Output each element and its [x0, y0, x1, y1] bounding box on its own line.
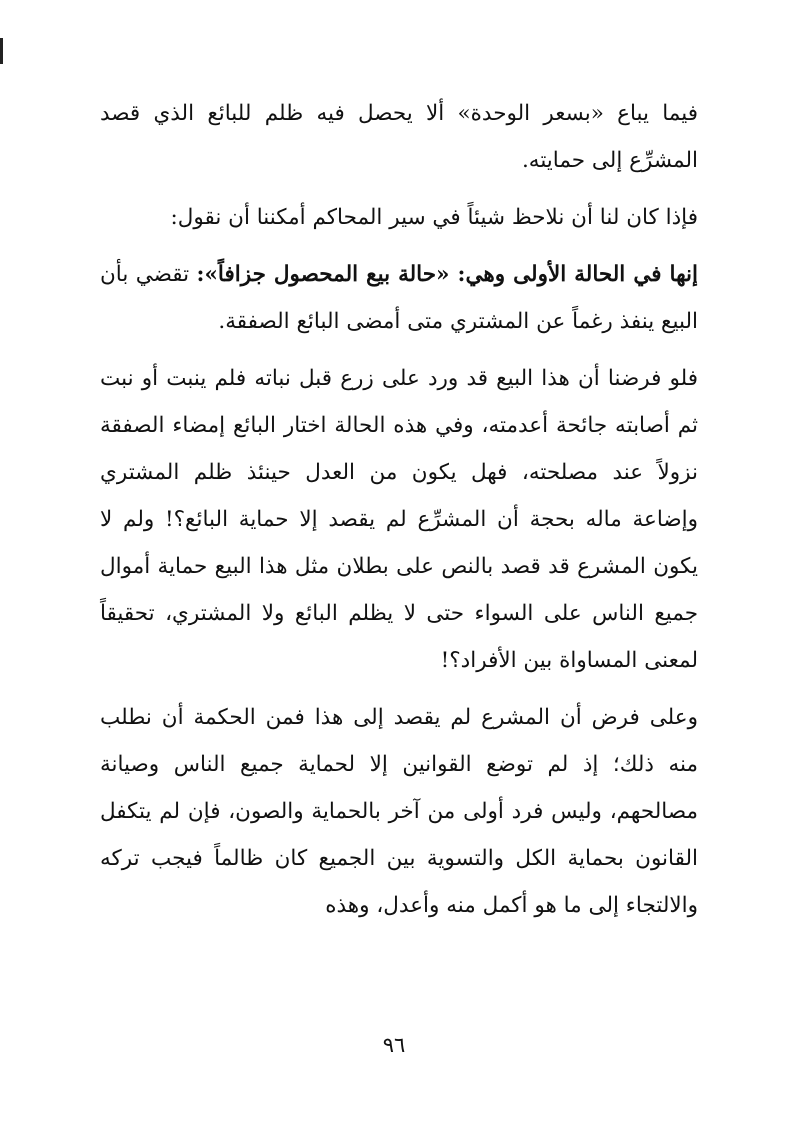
paragraph-2-text: فإذا كان لنا أن نلاحظ شيئاً في سير المحاكم أمكننا أن نقول:: [170, 205, 698, 230]
paragraph-2: [100, 194, 698, 241]
page-body: [100, 90, 698, 929]
paragraph-4: [100, 355, 698, 684]
paragraph-1: [100, 90, 698, 184]
paragraph-3: [100, 251, 698, 345]
paragraph-1-text: فيما يباع «بسعر الوحدة» ألا يحصل فيه ظلم للبائع الذي قصد المشرِّع إلى حمايته.: [100, 101, 698, 173]
paragraph-5: [100, 694, 698, 929]
paragraph-5-text: وعلى فرض أن المشرع لم يقصد إلى هذا فمن الحكمة أن نطلب منه ذلك؛ إذ لم توضع القوانين إلا لحماية جميع الناس وصيانة مصالحهم، وليس فرد أولى من آخر بالحماية والصون، فإن لم يتكفل القانون بحماية الكل والتسوية بين الجميع كان ظالماً فيجب تركه والالتجاء إلى ما هو أكمل منه وأعدل، وهذه: [100, 705, 698, 918]
paragraph-3-lead: إنها في الحالة الأولى وهي: «حالة بيع المحصول جزافاً»:: [196, 262, 698, 287]
paragraph-3-text: تقضي بأن البيع ينفذ رغماً عن المشتري متى أمضى البائع الصفقة.: [100, 262, 698, 334]
page-number: ٩٦: [382, 1033, 406, 1057]
scan-edge-mark: [0, 38, 3, 64]
paragraph-4-text: فلو فرضنا أن هذا البيع قد ورد على زرع قبل نباته فلم ينبت أو نبت ثم أصابته جائحة أعدمته، وفي هذه الحالة اختار البائع إمضاء الصفقة نزولاً عند مصلحته، فهل يكون من العدل حينئذ ظلم المشتري وإضاعة ماله بحجة أن المشرِّع لم يقصد إلا حماية البائع؟! ولم لا يكون المشرع قد قصد بالنص على بطلان مثل هذا البيع حماية أموال جميع الناس على السواء حتى لا يظلم البائع ولا المشتري، تحقيقاً لمعنى المساواة بين الأفراد؟!: [100, 366, 698, 673]
